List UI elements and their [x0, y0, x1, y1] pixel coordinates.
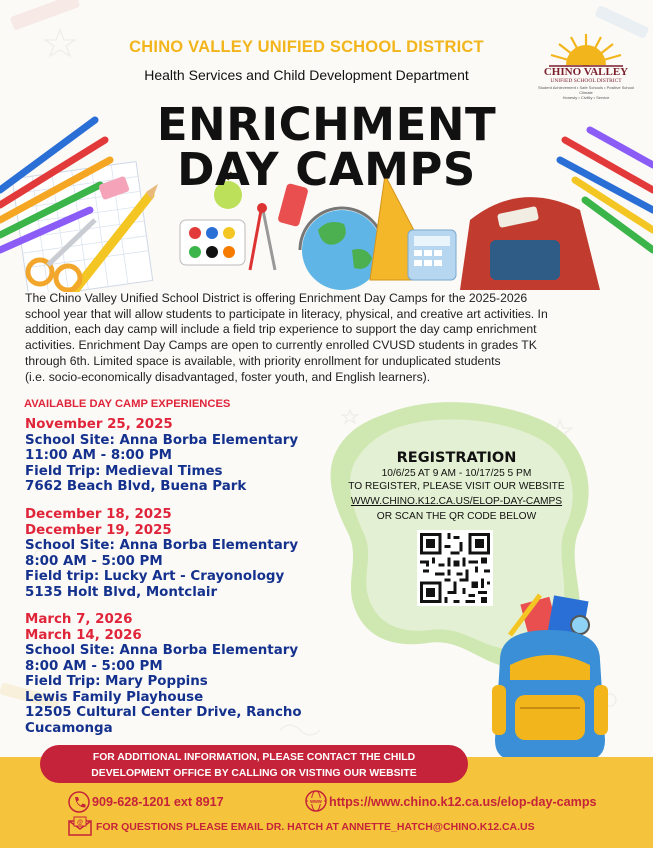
camp-date: December 18, 2025	[25, 507, 172, 522]
camp-field-trip: Field Trip: Mary Poppins	[25, 674, 208, 689]
logo-tagline-line-2: Honesty • Civility • Service	[562, 95, 610, 100]
district-name: CHINO VALLEY UNIFIED SCHOOL DISTRICT	[129, 38, 484, 56]
registration-title: REGISTRATION	[396, 450, 517, 466]
intro-line: addition, each day camp will include a field trip experience to support the day camp enrichment	[25, 322, 537, 337]
registration-url-link[interactable]: WWW.CHINO.K12.CA.US/ELOP-DAY-CAMPS	[350, 496, 563, 507]
contact-email-text[interactable]: FOR QUESTIONS PLEASE EMAIL DR. HATCH AT ANNETTE_HATCH@CHINO.K12.CA.US	[96, 821, 535, 833]
camp-block-2	[25, 507, 298, 600]
logo-name: CHINO VALLEY	[543, 66, 629, 78]
title-line-2: DAY CAMPS	[177, 143, 476, 196]
camp-date: November 25, 2025	[25, 417, 173, 432]
www-icon-label: www	[310, 799, 322, 805]
camp-time: 8:00 AM - 5:00 PM	[25, 553, 163, 569]
contact-phone-link[interactable]: 909-628-1201 ext 8917	[92, 795, 224, 809]
registration-dates: 10/6/25 AT 9 AM - 10/17/25 5 PM	[381, 468, 532, 479]
camp-venue: Lewis Family Playhouse	[25, 689, 204, 705]
camp-time: 11:00 AM - 8:00 PM	[25, 448, 172, 463]
department-name: Health Services and Child Development Department	[144, 67, 469, 83]
camps-heading: AVAILABLE DAY CAMP EXPERIENCES	[24, 398, 231, 410]
camp-block-1	[25, 417, 298, 495]
backpack-illustration	[470, 590, 640, 765]
intro-paragraph	[25, 291, 631, 385]
camp-date: December 19, 2025	[25, 522, 172, 538]
camp-site: School Site: Anna Borba Elementary	[25, 643, 299, 658]
contact-banner-text	[40, 750, 468, 781]
intro-line: activities. Enrichment Day Camps are open to currently enrolled CVUSD students in grades TK	[25, 338, 537, 353]
camp-date: March 7, 2026	[25, 612, 133, 627]
district-logo	[531, 30, 641, 108]
logo-tagline	[531, 85, 641, 100]
title-line-1: ENRICHMENT	[156, 98, 497, 151]
camp-address: 12505 Cultural Center Drive, Rancho	[25, 705, 302, 720]
registration-qr-note: OR SCAN THE QR CODE BELOW	[376, 511, 537, 522]
camp-site: School Site: Anna Borba Elementary	[25, 432, 299, 448]
contact-line-2: DEVELOPMENT OFFICE BY CALLING OR VISTING OUR WEBSITE	[91, 767, 417, 779]
camp-field-trip: Field Trip: Medieval Times	[25, 463, 223, 479]
svg-text:@: @	[77, 820, 83, 826]
contact-line-1: FOR ADDITIONAL INFORMATION, PLEASE CONTACT THE CHILD	[92, 752, 416, 763]
camp-block-3	[25, 612, 302, 736]
camp-address: 7662 Beach Blvd, Buena Park	[25, 479, 247, 494]
globe-www-icon	[305, 790, 327, 812]
intro-line: school year that will allow students to participate in literacy, physical, and creative art activities. In	[25, 306, 548, 321]
contact-website-link[interactable]: https://www.chino.k12.ca.us/elop-day-camps	[329, 795, 597, 809]
email-icon	[68, 816, 92, 836]
intro-line: through 6th. Limited space is available, with priority enrollment for unduplicated students	[25, 353, 501, 368]
logo-tagline-line-1: Student Achievement • Safe Schools • Positive School Climate	[538, 85, 634, 95]
camp-time: 8:00 AM - 5:00 PM	[25, 658, 163, 674]
intro-line: (i.e. socio-economically disadvantaged, foster youth, and English learners).	[25, 369, 431, 384]
registration-instruction: TO REGISTER, PLEASE VISIT OUR WEBSITE	[348, 481, 565, 492]
camp-site: School Site: Anna Borba Elementary	[25, 538, 299, 553]
camp-field-trip: Field trip: Lucky Art - Crayonology	[25, 569, 285, 584]
logo-subtitle: UNIFIED SCHOOL DISTRICT	[550, 78, 622, 84]
phone-icon	[68, 791, 90, 813]
camp-date: March 14, 2026	[25, 627, 142, 643]
intro-line: The Chino Valley Unified School District is offering Enrichment Day Camps for the 2025-2026	[25, 291, 528, 305]
camp-address: 5135 Holt Blvd, Montclair	[25, 584, 218, 600]
sunrise-emblem-icon	[531, 30, 641, 68]
camp-address: Cucamonga	[25, 720, 113, 736]
